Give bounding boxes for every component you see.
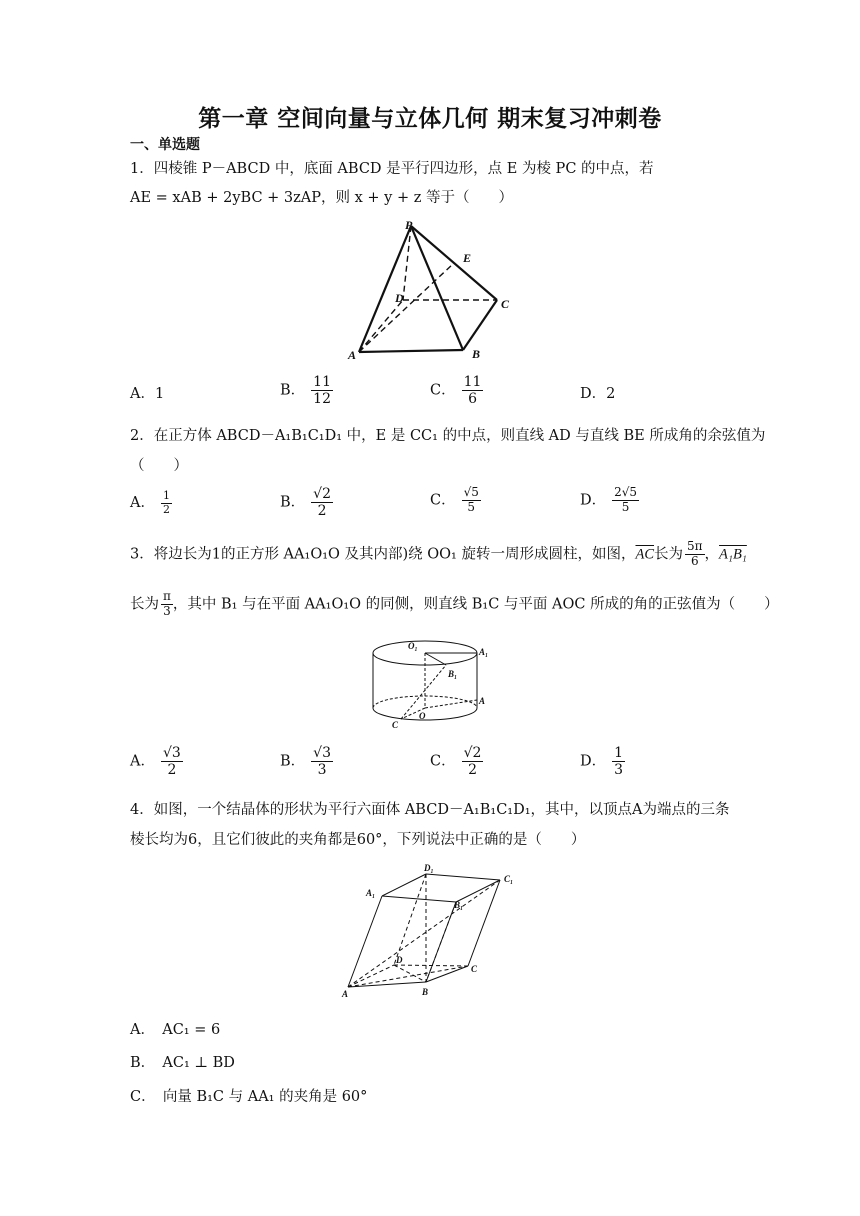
label-D: D bbox=[395, 291, 404, 305]
parallelepiped-figure bbox=[340, 862, 530, 1002]
label-C: C bbox=[392, 720, 399, 730]
label-E: E bbox=[463, 251, 472, 265]
q3-option-c[interactable]: C． $\frac{√2}{2}$ bbox=[430, 745, 482, 779]
q3-option-a[interactable]: A． $\frac{√3}{2}$ bbox=[130, 745, 181, 779]
label-O1: O₁ bbox=[408, 641, 418, 651]
cylinder-figure bbox=[368, 635, 498, 735]
label-A: A bbox=[479, 696, 486, 706]
q1-option-d[interactable]: D．2 bbox=[580, 386, 616, 402]
label-O: O bbox=[419, 711, 426, 721]
q4-line1: 4．如图，一个结晶体的形状为平行六面体 ABCD－A₁B₁C₁D₁，其中，以顶点A为端点的三条 bbox=[130, 802, 730, 818]
q1-line2: AE = xAB + 2yBC + 3zAP，则 x + y + z 等于（ ） bbox=[130, 190, 513, 206]
label-A1: A₁ bbox=[479, 647, 489, 657]
section-heading: 一、单选题 bbox=[130, 137, 200, 153]
q4-option-b[interactable]: B． AC₁ ⊥ BD bbox=[130, 1055, 235, 1071]
q2-option-c[interactable]: C． $\frac{√5}{5}$ bbox=[430, 485, 479, 514]
q1-option-a[interactable]: A．1 bbox=[130, 386, 165, 402]
label-A: A bbox=[342, 989, 349, 999]
q2-line2: （ ） bbox=[130, 458, 188, 474]
label-C: C bbox=[501, 297, 510, 311]
q3-option-b[interactable]: B． $\frac{√3}{3}$ bbox=[280, 745, 331, 779]
label-D1: D₁ bbox=[424, 863, 434, 873]
q1-option-c[interactable]: C． $\frac{11}{6}$ bbox=[430, 374, 482, 408]
q3-option-d[interactable]: D． $\frac{1}{3}$ bbox=[580, 745, 624, 779]
q1-line1: 1．四棱锥 P－ABCD 中，底面 ABCD 是平行四边形，点 E 为棱 PC 的中点，若 bbox=[130, 161, 654, 177]
label-A1: A₁ bbox=[366, 888, 376, 898]
q2-line1: 2．在正方体 ABCD－A₁B₁C₁D₁ 中，E 是 CC₁ 的中点，则直线 AD 与直线 BE 所成角的余弦值为 bbox=[130, 428, 766, 444]
q4-option-a[interactable]: A． AC₁ = 6 bbox=[130, 1022, 221, 1038]
q1-option-b[interactable]: B． $\frac{11}{12}$ bbox=[280, 374, 331, 408]
q4-line2: 棱长均为6，且它们彼此的夹角都是60°，下列说法中正确的是（ ） bbox=[130, 832, 586, 848]
page-title: 第一章 空间向量与立体几何 期末复习冲刺卷 bbox=[198, 106, 662, 132]
label-B: B bbox=[472, 347, 481, 361]
label-P: P bbox=[405, 218, 413, 232]
q2-option-d[interactable]: D． $\frac{2√5}{5}$ bbox=[580, 485, 638, 514]
label-A: A bbox=[348, 348, 357, 362]
label-B1: B₁ bbox=[448, 669, 458, 679]
arc-ac: $\overline{AC}$ bbox=[635, 546, 655, 563]
label-B: B bbox=[422, 987, 429, 997]
q2-option-b[interactable]: B． $\frac{√2}{2}$ bbox=[280, 486, 331, 520]
pyramid-figure bbox=[345, 218, 515, 364]
arc-a1b1: A₁B₁ bbox=[719, 546, 747, 563]
q4-option-c[interactable]: C． 向量 B₁C 与 AA₁ 的夹角是 60° bbox=[130, 1089, 368, 1105]
q3-line2: 长为 $\frac{\pi}{3}$ ，其中 B₁ 与在平面 AA₁O₁O 的同侧，则直线 B₁C 与平面 AOC 所成的角的正弦值为（ ） bbox=[130, 589, 779, 618]
label-D: D bbox=[396, 955, 403, 965]
label-C: C bbox=[471, 964, 478, 974]
label-B1: B₁ bbox=[454, 900, 464, 910]
q3-line1: 3．将边长为1的正方形 AA₁O₁O 及其内部)绕 OO₁ 旋转一周形成圆柱，如图，$\overline{AC}$长为 $\frac{5\pi}{6}$ ，A₁B₁ bbox=[130, 539, 747, 568]
label-C1: C₁ bbox=[504, 874, 514, 884]
q2-option-a[interactable]: A． $\frac{1}{2}$ bbox=[130, 489, 170, 516]
